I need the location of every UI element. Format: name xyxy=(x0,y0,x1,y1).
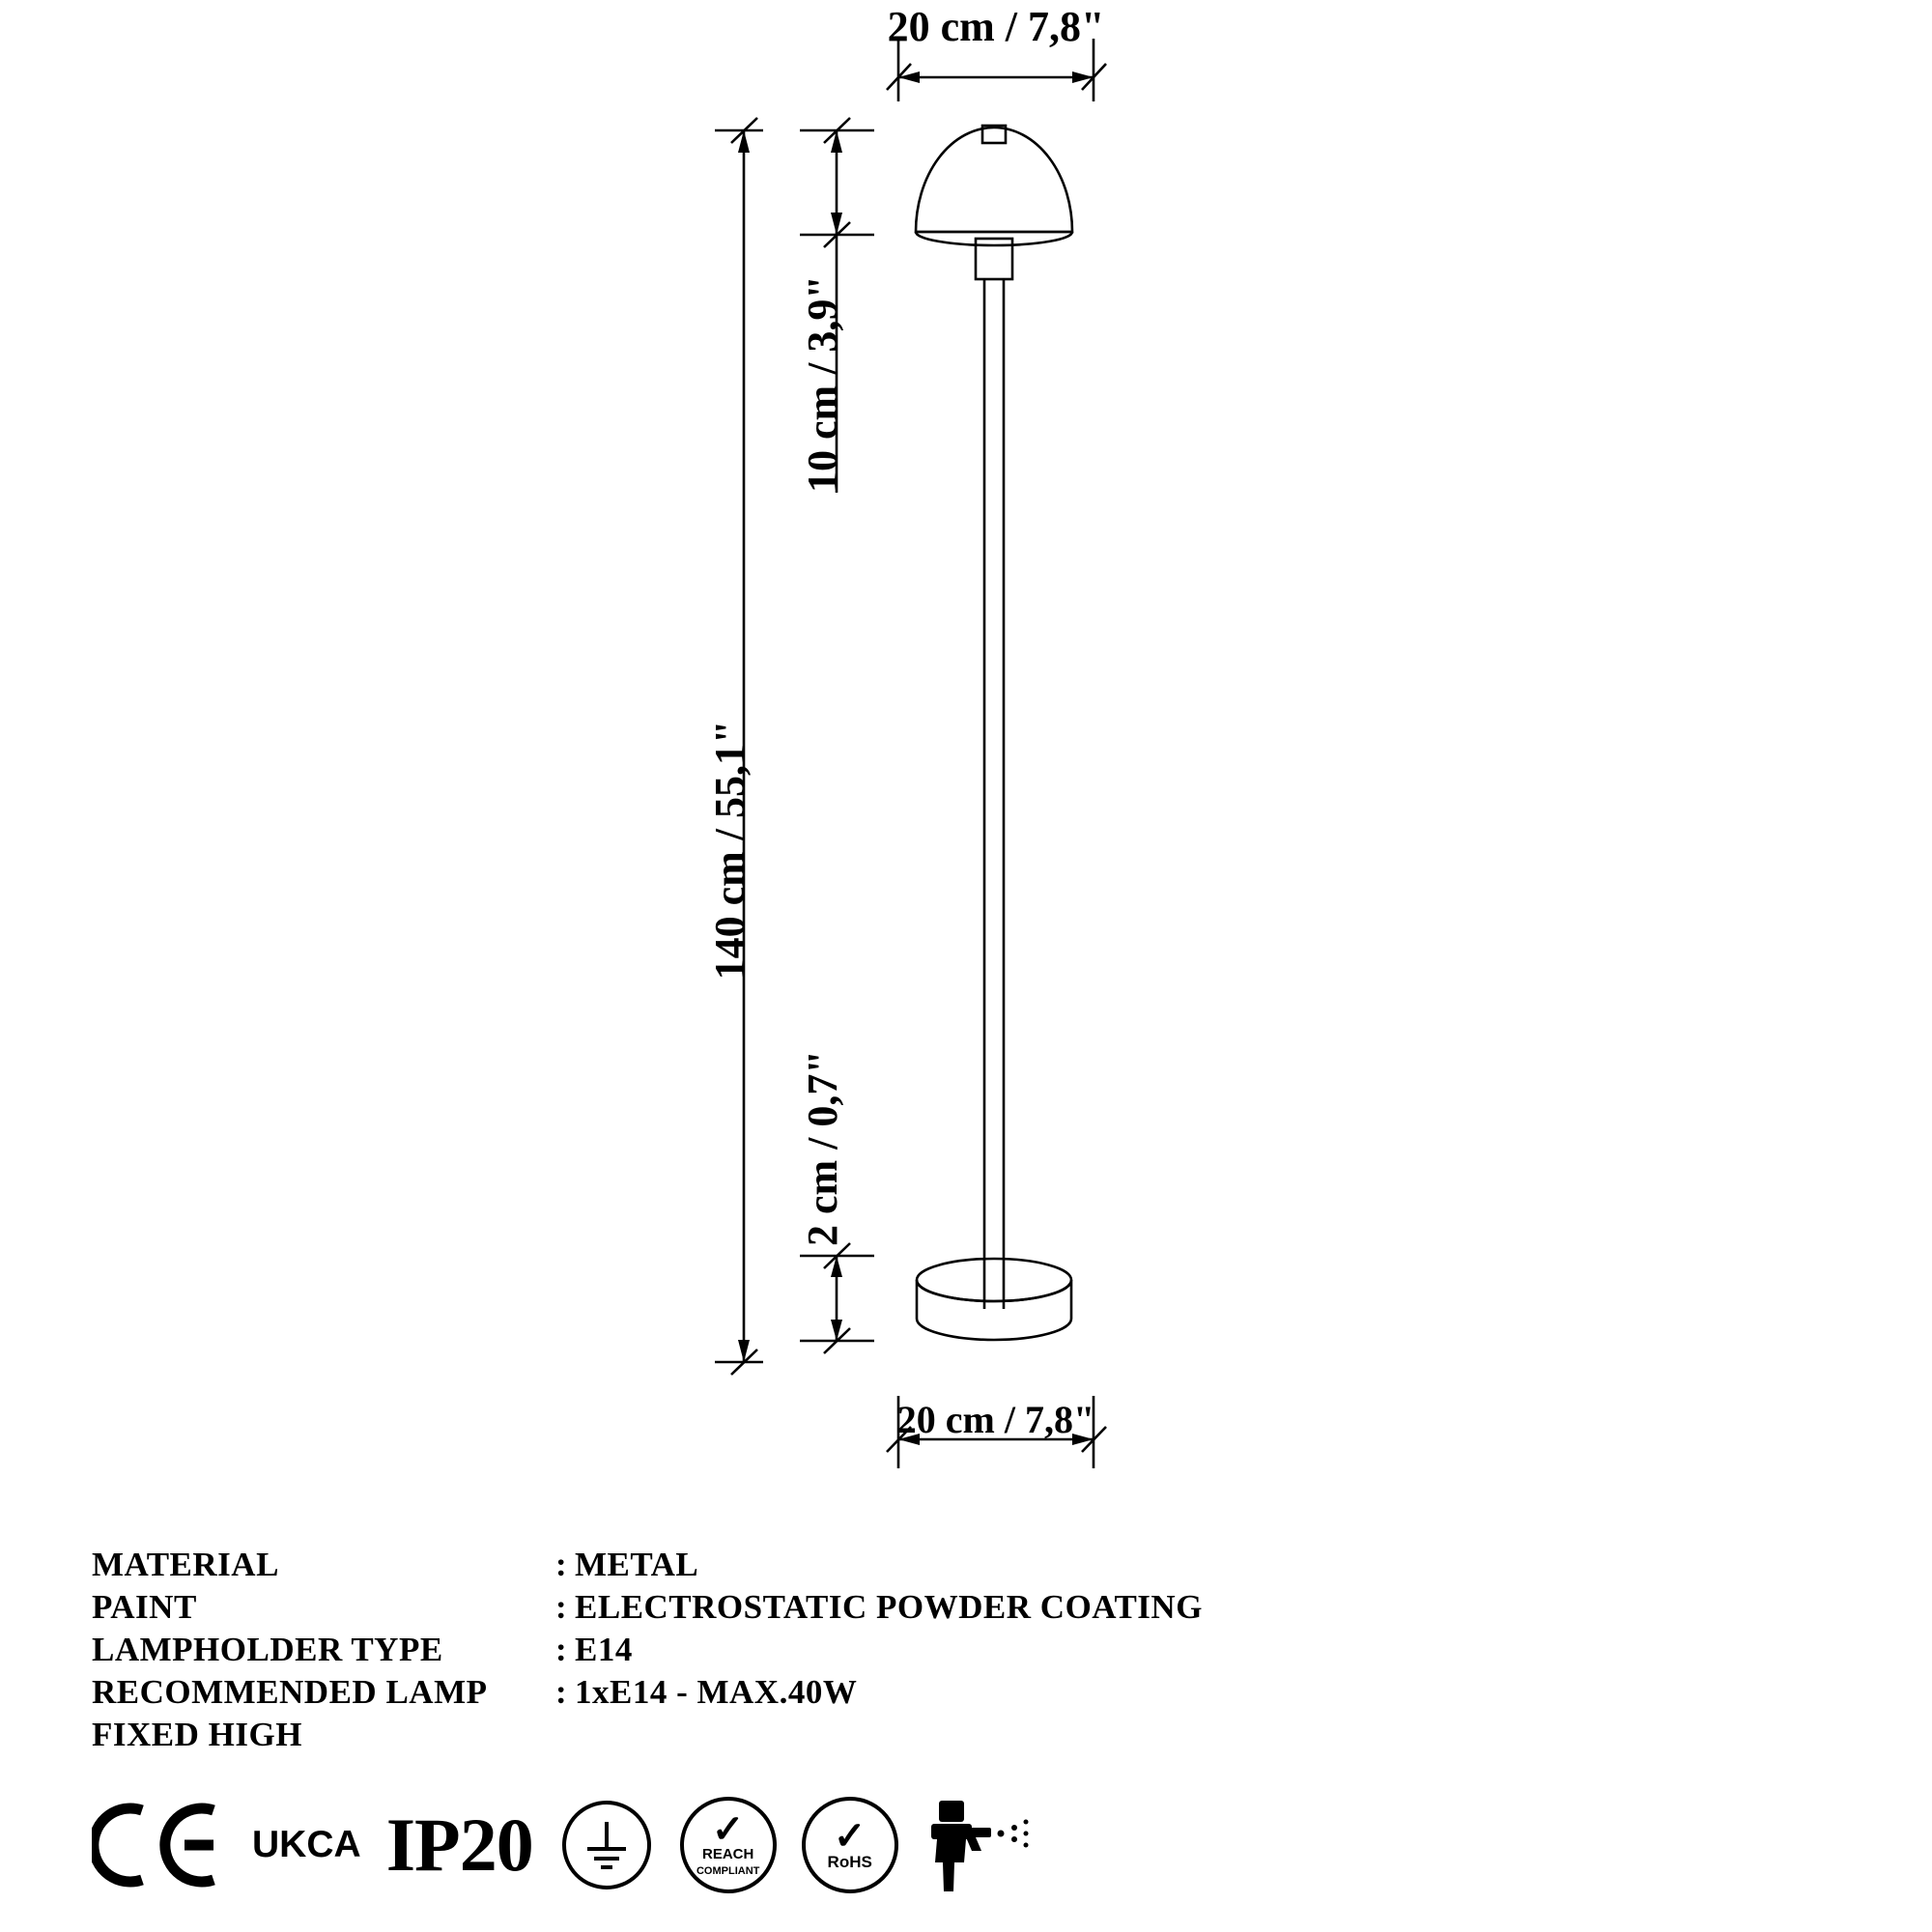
table-row xyxy=(92,1546,1444,1588)
ukca-line1: UK xyxy=(252,1824,307,1866)
spec-note-fixed-high: FIXED HIGH xyxy=(92,1716,302,1753)
spec-value-material-text: METAL xyxy=(575,1546,699,1583)
colon: : xyxy=(555,1673,568,1711)
reach-label: REACH COMPLIANT xyxy=(696,1846,760,1877)
reach-compliant-icon xyxy=(680,1797,777,1893)
spec-value-paint-text: ELECTROSTATIC POWDER COATING xyxy=(575,1588,1203,1626)
rohs-label: RoHS xyxy=(827,1853,872,1872)
certification-badge-row xyxy=(92,1792,1035,1898)
colon: : xyxy=(555,1588,568,1626)
spray-gun-icon xyxy=(923,1795,1035,1896)
table-row xyxy=(92,1716,1444,1758)
spec-value-lampholder-type-text: E14 xyxy=(575,1631,633,1668)
table-row xyxy=(92,1673,1444,1716)
rohs-tick: ✓ xyxy=(833,1815,867,1859)
earth-ground-icon xyxy=(558,1797,655,1893)
dim-base-width-label: 20 cm / 7,8" xyxy=(896,1398,1095,1441)
ukca-line2: CA xyxy=(306,1824,361,1866)
spec-label-lampholder-type: LAMPHOLDER TYPE xyxy=(92,1631,443,1668)
dim-top-width-label: 20 cm / 7,8" xyxy=(887,3,1105,50)
dim-base-height-label: 2 cm / 0,7" xyxy=(799,1050,846,1246)
dim-total-height-label: 140 cm / 55,1" xyxy=(706,720,753,980)
colon: : xyxy=(555,1631,568,1668)
table-row xyxy=(92,1631,1444,1673)
dim-shade-height-label: 10 cm / 3,9" xyxy=(799,275,846,493)
spec-label-paint: PAINT xyxy=(92,1588,197,1626)
spec-value-lampholder-type xyxy=(555,1631,633,1669)
spec-label-recommended-lamp: RECOMMENDED LAMP xyxy=(92,1673,488,1711)
ukca-mark-icon xyxy=(252,1824,361,1866)
ce-mark-icon xyxy=(92,1797,227,1893)
spec-value-paint xyxy=(555,1588,1203,1627)
spec-value-recommended-lamp-text: 1xE14 - MAX.40W xyxy=(575,1673,858,1711)
spec-label-material: MATERIAL xyxy=(92,1546,279,1583)
spec-value-recommended-lamp xyxy=(555,1673,857,1712)
colon: : xyxy=(555,1546,568,1583)
spec-value-material xyxy=(555,1546,698,1584)
table-row xyxy=(92,1588,1444,1631)
ip-rating-label: IP20 xyxy=(385,1803,533,1887)
rohs-icon xyxy=(802,1797,898,1893)
specification-table xyxy=(92,1546,1444,1758)
reach-tick: ✓ xyxy=(711,1808,745,1852)
